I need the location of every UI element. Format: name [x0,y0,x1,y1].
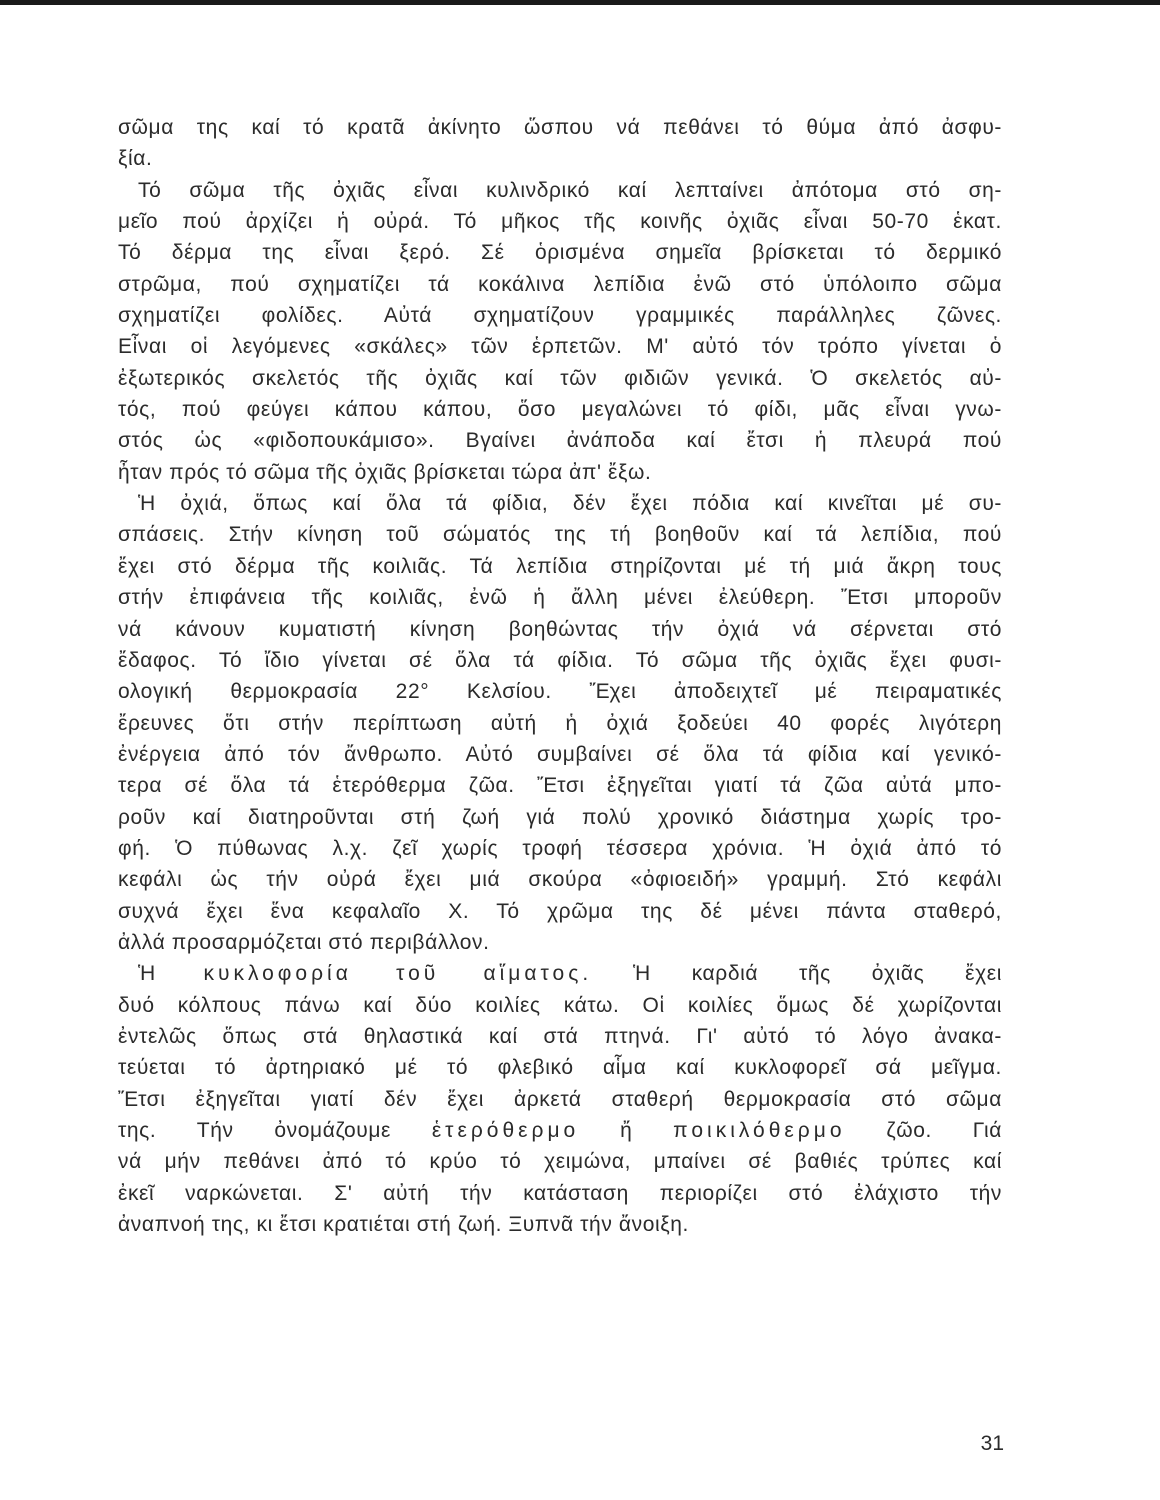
text-line: ἦταν πρός τό σῶμα τῆς ὀχιᾶς βρίσκεται τώρα ἀπ' ἔξω. [118,460,652,484]
text-line: ροῦν καί διατηροῦνται στή ζωή γιά πολύ χρονικό διάστημα χωρίς τρο- [118,805,1002,829]
text-line: φή. Ὁ πύθωνας λ.χ. ζεῖ χωρίς τροφή τέσσερα χρόνια. Ἡ ὀχιά ἀπό τό [118,836,1002,860]
text-line: ἀλλά προσαρμόζεται στό περιβάλλον. [118,930,490,954]
text-line: Τό σῶμα τῆς ὀχιᾶς εἶναι κυλινδρικό καί λεπταίνει ἀπότομα στό ση- [138,178,1002,202]
term-line-after: ζῶο. Γιά [886,1119,1003,1142]
text-line: Τό δέρμα της εἶναι ξερό. Σέ ὁρισμένα σημεῖα βρίσκεται τό δερμικό [118,241,1002,265]
text-line: τός, πού φεύγει κάπου κάπου, ὅσο μεγαλώνει τό φίδι, μᾶς εἶναι γνω- [118,398,1002,422]
body-text [118,112,1002,1240]
text-line: σχηματίζει φολίδες. Αὐτά σχηματίζουν γραμμικές παράλληλες ζῶνες. [118,304,1002,328]
text-line: ξία. [118,147,153,171]
text-line [118,958,1002,989]
text-line: δυό κόλπους πάνω καί δύο κοιλίες κάτω. Οἱ κοιλίες ὅμως δέ χωρίζονται [118,993,1002,1017]
text-line: μεῖο πού ἀρχίζει ἡ οὐρά. Τό μῆκος τῆς κοινῆς ὀχιᾶς εἶναι 50-70 ἑκατ. [118,210,1002,234]
page-number: 31 [980,1432,1004,1455]
text-line: ἔδαφος. Τό ἴδιο γίνεται σέ ὅλα τά φίδια. Τό σῶμα τῆς ὀχιᾶς ἔχει φυσι- [118,648,1002,672]
text-line: ἔχει στό δέρμα τῆς κοιλιᾶς. Τά λεπίδια στηρίζονται μέ τή μιά ἄκρη τους [118,554,1002,578]
text-line: Ἔτσι ἐξηγεῖται γιατί δέν ἔχει ἀρκετά σταθερή θερμοκρασία στό σῶμα [118,1087,1002,1111]
text-line: σπάσεις. Στήν κίνηση τοῦ σώματός της τή βοηθοῦν καί τά λεπίδια, πού [118,523,1002,547]
text-line: ἐνέργεια ἀπό τόν ἄνθρωπο. Αὐτό συμβαίνει σέ ὅλα τά φίδια καί γενικό- [118,742,1002,766]
text-line [118,1115,1002,1146]
text-line: ἐξωτερικός σκελετός τῆς ὀχιᾶς καί τῶν φιδιῶν γενικά. Ὁ σκελετός αὐ- [118,366,1002,390]
term-line-middle: ἤ [620,1119,633,1142]
text-line: στός ὡς «φιδοπουκάμισο». Βγαίνει ἀνάποδα καί ἔτσι ἡ πλευρά πού [118,429,1002,453]
text-line: ἐντελῶς ὅπως στά θηλαστικά καί στά πτηνά. Γι' αὐτό τό λόγο ἀνακα- [118,1024,1002,1048]
text-line: στήν ἐπιφάνεια τῆς κοιλιᾶς, ἐνῶ ἡ ἄλλη μένει ἐλεύθερη. Ἔτσι μποροῦν [118,586,1002,610]
section-heading: Ἡ κυκλοφορία τοῦ αἵματος. [138,962,593,986]
term-poikilothermic: ποικιλόθερμο [673,1119,846,1142]
text-line: νά μήν πεθάνει ἀπό τό κρύο τό χειμώνα, μπαίνει σέ βαθιές τρύπες καί [118,1150,1002,1174]
heading-continuation: Ἡ καρδιά τῆς ὀχιᾶς ἔχει [633,962,1002,986]
term-line-before: της. Τήν ὀνομάζουμε [118,1119,391,1142]
text-line: στρῶμα, πού σχηματίζει τά κοκάλινα λεπίδια ἐνῶ στό ὑπόλοιπο σῶμα [118,272,1002,296]
text-line: ἀναπνοή της, κι ἔτσι κρατιέται στή ζωή. Ξυπνᾶ τήν ἄνοιξη. [118,1213,689,1237]
text-line: κεφάλι ὡς τήν οὐρά ἔχει μιά σκούρα «ὀφιοειδή» γραμμή. Στό κεφάλι [118,868,1002,892]
text-line: Ἡ ὀχιά, ὅπως καί ὅλα τά φίδια, δέν ἔχει πόδια καί κινεῖται μέ συ- [138,492,1002,516]
text-line: σῶμα της καί τό κρατᾶ ἀκίνητο ὥσπου νά πεθάνει τό θύμα ἀπό ἀσφυ- [118,116,1002,139]
term-heterothermic: ἑτερόθερμο [431,1119,580,1142]
page-top-edge [0,0,1160,5]
text-line: συχνά ἔχει ἕνα κεφαλαῖο Χ. Τό χρῶμα της δέ μένει πάντα σταθερό, [118,899,1002,923]
text-line: ἔρευνες ὅτι στήν περίπτωση αὐτή ἡ ὀχιά ξοδεύει 40 φορές λιγότερη [118,711,1002,735]
text-line: νά κάνουν κυματιστή κίνηση βοηθώντας τήν ὀχιά νά σέρνεται στό [118,617,1002,641]
text-line: ἐκεῖ ναρκώνεται. Σ' αὐτή τήν κατάσταση περιορίζει στό ἐλάχιστο τήν [118,1181,1002,1205]
text-line: ολογική θερμοκρασία 22° Κελσίου. Ἔχει ἀποδειχτεῖ μέ πειραματικές [118,680,1002,704]
text-line: τερα σέ ὅλα τά ἑτερόθερμα ζῶα. Ἔτσι ἐξηγεῖται γιατί τά ζῶα αὐτά μπο- [118,774,1002,798]
text-line: τεύεται τό ἀρτηριακό μέ τό φλεβικό αἷμα καί κυκλοφορεῖ σά μεῖγμα. [118,1056,1002,1080]
text-line: Εἶναι οἱ λεγόμενες «σκάλες» τῶν ἑρπετῶν. Μ' αὐτό τόν τρόπο γίνεται ὁ [118,335,1002,359]
